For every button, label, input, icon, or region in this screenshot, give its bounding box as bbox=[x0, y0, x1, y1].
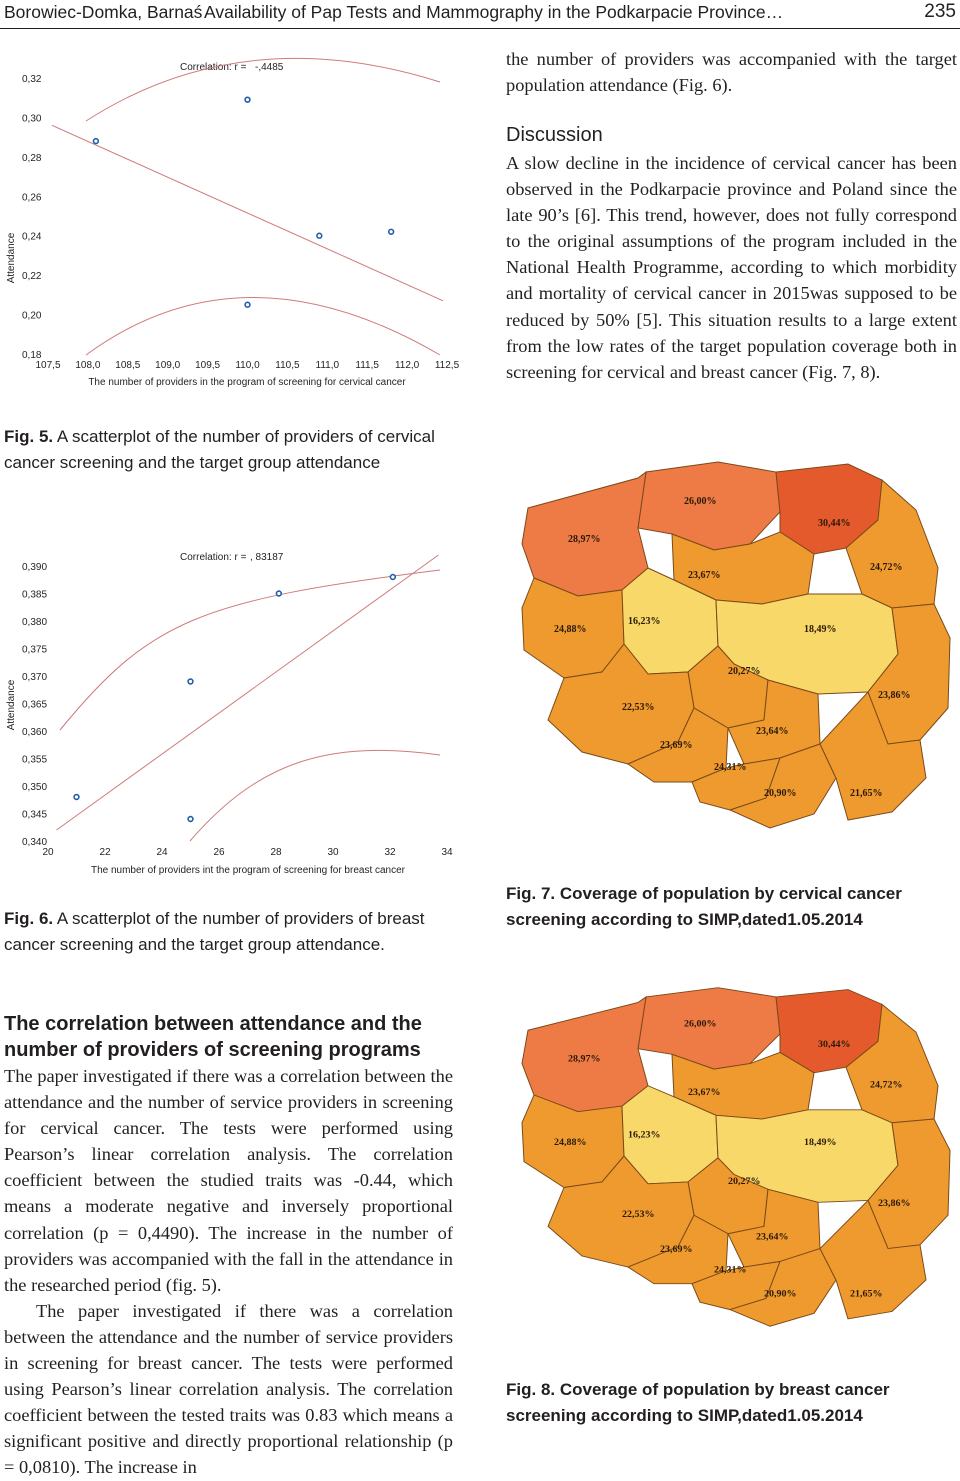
map-region-label: 24,72% bbox=[870, 1079, 903, 1091]
x-tick-label: 110,0 bbox=[235, 360, 260, 371]
body-paragraph: The paper investigated if there was a correlation between the attendance and the number of service providers in screening for cervical cancer. The tests were performed using Pearson’s linear correlation analysis. The correlation coefficient between the studied traits was -0.44, which means a moderate negative and inversely proportional correlation (p = 0,4490). The increase in the number of providers was accompanied with the fall in the attendance in the researched period (fig. 5). bbox=[4, 1066, 453, 1295]
map-region-label: 30,44% bbox=[818, 518, 851, 529]
fig8-caption bbox=[506, 1377, 958, 1429]
x-tick-label: 28 bbox=[270, 847, 282, 858]
data-point bbox=[389, 229, 394, 234]
x-tick-label: 24 bbox=[156, 847, 168, 858]
fig5-caption bbox=[4, 424, 474, 476]
y-tick-label: 0,30 bbox=[22, 113, 42, 125]
map-region-label: 22,53% bbox=[622, 1209, 655, 1220]
data-point bbox=[276, 591, 281, 596]
fig6-x-axis-label: The number of providers int the program of screening for breast cancer bbox=[90, 865, 406, 876]
x-tick-label: 112,0 bbox=[394, 360, 420, 371]
y-tick-label: 0,365 bbox=[22, 699, 48, 711]
header-running-title: Availability of Pap Tests and Mammography in the Podkarpacie Province… bbox=[204, 2, 784, 22]
map-region-label: 30,44% bbox=[818, 1039, 851, 1050]
fig5-correlation-label: Correlation: r = bbox=[180, 62, 247, 73]
y-tick-label: 0,385 bbox=[22, 589, 48, 601]
correlation-section-body bbox=[4, 1063, 453, 1481]
x-tick-label: 112,5 bbox=[434, 360, 460, 371]
x-tick-label: 20 bbox=[42, 847, 54, 858]
fig7-caption bbox=[506, 881, 958, 933]
y-tick-label: 0,370 bbox=[22, 672, 48, 683]
map-region-label: 24,31% bbox=[714, 762, 747, 773]
x-tick-label: 109,0 bbox=[155, 360, 181, 371]
map-region-label: 16,23% bbox=[628, 616, 661, 627]
fig5-caption-text: A scatterplot of the number of providers of cervical cancer screening and the target group attendance bbox=[4, 427, 435, 472]
map-region-label: 23,64% bbox=[756, 1231, 789, 1243]
x-tick-label: 109,5 bbox=[195, 360, 221, 371]
x-tick-label: 111,0 bbox=[315, 360, 340, 371]
x-tick-label: 107,5 bbox=[35, 360, 61, 371]
header-authors: Borowiec-Domka, Barnaś bbox=[4, 2, 203, 22]
fig7-caption-label: Fig. 7. bbox=[506, 884, 556, 903]
map-region-label: 26,00% bbox=[684, 496, 717, 507]
map-region-label: 23,69% bbox=[660, 1244, 693, 1256]
map-region-label: 20,27% bbox=[728, 666, 761, 677]
fig8-caption-text: Coverage of population by breast cancer screening according to SIMP,dated1.05.2014 bbox=[506, 1380, 890, 1425]
y-tick-label: 0,32 bbox=[22, 74, 42, 85]
x-tick-label: 111,5 bbox=[355, 360, 379, 371]
discussion-paragraph: A slow decline in the incidence of cervical cancer has been observed in the Podkarpacie province and Poland since the late 90’s [6]. This trend, however, does not fully correspond to the original assumptions of the program included in the National Health Programme, according to which morbidity and mortality of cervical cancer in 2015was supposed to be reduced by 50% [5]. This situation results to a large extent from the low rates of the target population coverage both in screening for cervical and breast cancer (Fig. 7, 8). bbox=[506, 153, 957, 382]
body-paragraph: The paper investigated if there was a correlation between the attendance and the number of service providers in screening for breast cancer. The tests were performed using Pearson’s linear correlation analysis. The correlation coefficient between the tested traits was 0.83 which means a significant positive and directly proportional relationship (p = 0,0810). The increase in bbox=[4, 1300, 453, 1478]
data-point bbox=[390, 575, 395, 580]
x-tick-label: 26 bbox=[213, 847, 225, 858]
y-tick-label: 0,390 bbox=[22, 562, 48, 573]
x-tick-label: 108,5 bbox=[115, 360, 141, 371]
page-number: 235 bbox=[924, 1, 956, 22]
fig8-map bbox=[518, 984, 958, 1354]
correlation-section-title: The correlation between attendance and the number of providers of screening programs bbox=[4, 1013, 422, 1061]
map-region-label: 23,86% bbox=[878, 690, 911, 701]
y-tick-label: 0,360 bbox=[22, 727, 48, 738]
fig6-caption-text: A scatterplot of the number of providers of breast cancer screening and the target group attendance. bbox=[4, 909, 425, 954]
map-region-label: 24,88% bbox=[554, 624, 587, 635]
fig6-correlation-label: Correlation: r = bbox=[180, 552, 247, 563]
map-region-label: 18,49% bbox=[804, 624, 837, 635]
map-region-label: 28,97% bbox=[568, 534, 601, 545]
map-region-label: 23,67% bbox=[688, 570, 721, 581]
y-tick-label: 0,340 bbox=[22, 837, 48, 848]
map-region-label: 20,27% bbox=[728, 1176, 761, 1187]
fig6-scatterplot bbox=[0, 530, 470, 885]
y-tick-label: 0,350 bbox=[22, 782, 48, 793]
regression-line bbox=[52, 125, 443, 300]
fig5-caption-label: Fig. 5. bbox=[4, 427, 54, 446]
map-region-label: 28,97% bbox=[568, 1054, 601, 1065]
data-point bbox=[245, 302, 250, 307]
fig5-y-axis-label: Attendance bbox=[6, 232, 17, 284]
y-tick-label: 0,345 bbox=[22, 809, 48, 821]
x-tick-label: 34 bbox=[441, 847, 453, 858]
x-tick-label: 108,0 bbox=[75, 360, 101, 371]
y-tick-label: 0,20 bbox=[22, 310, 42, 322]
fig7-map bbox=[518, 458, 958, 858]
map-region-label: 23,86% bbox=[878, 1198, 911, 1209]
map-region-label: 20,90% bbox=[764, 788, 797, 799]
x-tick-label: 22 bbox=[99, 847, 111, 858]
map-region-label: 24,88% bbox=[554, 1137, 587, 1148]
data-point bbox=[245, 97, 250, 102]
x-tick-label: 32 bbox=[384, 847, 396, 858]
fig7-caption-text: Coverage of population by cervical cancer screening according to SIMP,dated1.05.2014 bbox=[506, 884, 902, 929]
fig5-x-axis-label: The number of providers in the program of screening for cervical cancer bbox=[88, 377, 406, 388]
map-region-label: 21,65% bbox=[850, 1288, 883, 1300]
fig5-correlation-value: -,4485 bbox=[255, 62, 284, 73]
y-tick-label: 0,24 bbox=[22, 231, 42, 243]
map-region-label: 21,65% bbox=[850, 788, 883, 799]
x-tick-label: 110,5 bbox=[275, 360, 300, 371]
map-region-label: 24,31% bbox=[714, 1264, 747, 1276]
map-region-label: 23,67% bbox=[688, 1087, 721, 1098]
fig6-caption-label: Fig. 6. bbox=[4, 909, 54, 928]
fig5-scatterplot bbox=[0, 40, 470, 400]
fig6-y-axis-label: Attendance bbox=[6, 679, 17, 731]
map-region-label: 22,53% bbox=[622, 702, 655, 713]
y-tick-label: 0,22 bbox=[22, 271, 42, 283]
y-tick-label: 0,28 bbox=[22, 152, 42, 164]
running-header bbox=[0, 0, 960, 29]
discussion-title: Discussion bbox=[506, 124, 603, 146]
y-tick-label: 0,355 bbox=[22, 754, 48, 766]
y-tick-label: 0,26 bbox=[22, 192, 42, 204]
fig8-caption-label: Fig. 8. bbox=[506, 1380, 556, 1399]
data-point bbox=[93, 139, 98, 144]
confidence-band bbox=[86, 298, 440, 356]
map-region-label: 23,69% bbox=[660, 740, 693, 751]
data-point bbox=[188, 679, 193, 684]
data-point bbox=[74, 795, 79, 800]
map-region-label: 16,23% bbox=[628, 1129, 661, 1141]
map-region-label: 26,00% bbox=[684, 1018, 717, 1030]
confidence-band bbox=[190, 750, 440, 841]
x-tick-label: 30 bbox=[327, 847, 339, 858]
data-point bbox=[317, 233, 322, 238]
map-region-label: 20,90% bbox=[764, 1288, 797, 1300]
intro-paragraph: the number of providers was accompanied with the target population attendance (Fig. 6). bbox=[506, 49, 957, 96]
data-point bbox=[188, 817, 193, 822]
fig6-caption bbox=[4, 906, 474, 958]
y-tick-label: 0,375 bbox=[22, 644, 48, 656]
fig6-correlation-value: , 83187 bbox=[250, 552, 284, 563]
y-tick-label: 0,380 bbox=[22, 617, 48, 628]
map-region-label: 23,64% bbox=[756, 726, 789, 737]
map-region-label: 24,72% bbox=[870, 562, 903, 573]
confidence-band bbox=[60, 570, 440, 730]
map-region-label: 18,49% bbox=[804, 1137, 837, 1148]
y-tick-label: 0,18 bbox=[22, 350, 42, 361]
